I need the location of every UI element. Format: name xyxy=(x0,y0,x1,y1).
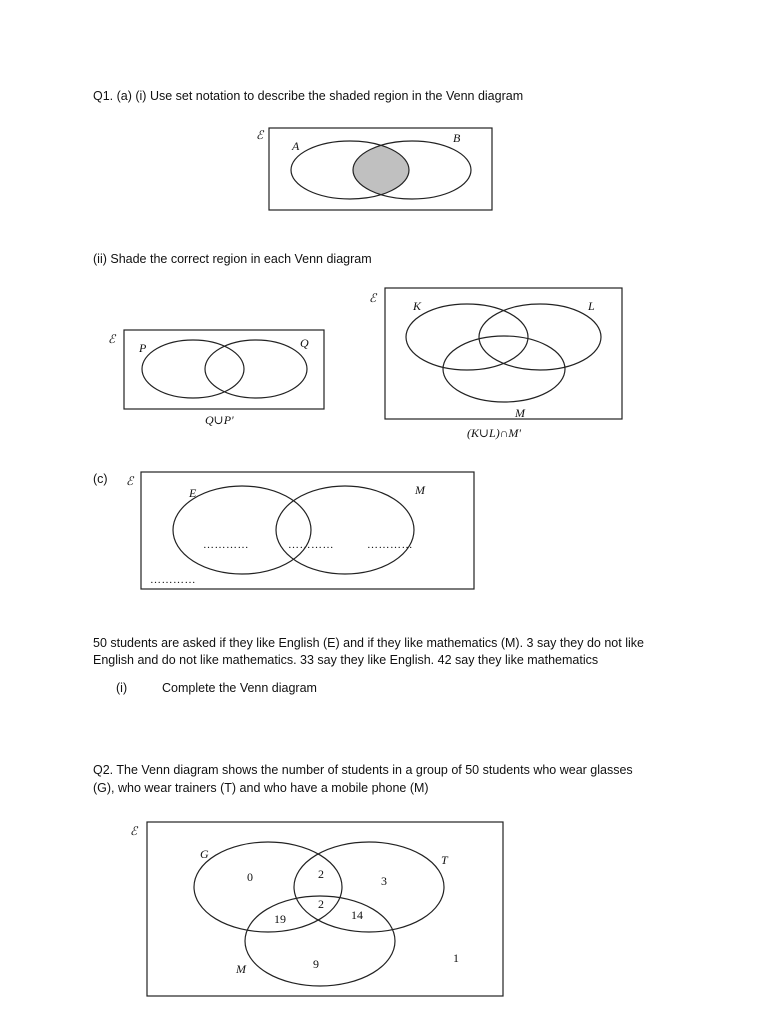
set-m-ellipse xyxy=(276,486,414,574)
set-a-label: A xyxy=(292,139,300,153)
set-q-region[interactable] xyxy=(205,340,307,398)
set-m-label: M xyxy=(415,483,425,497)
q1-intro-line2: English and do not like mathematics. 33 say they like English. 42 say they like mathematics xyxy=(93,653,599,667)
q1-part-ii: (ii) Shade the correct region in each Venn diagram xyxy=(93,252,372,266)
value-g-only: 0 xyxy=(247,870,253,884)
set-m-label: M xyxy=(515,406,525,420)
set-m-label: M xyxy=(236,962,246,976)
value-g-and-m-only: 19 xyxy=(274,912,286,926)
set-p-label: P xyxy=(139,341,147,355)
set-k-region[interactable] xyxy=(406,304,528,370)
value-g-t-m: 2 xyxy=(318,897,324,911)
set-b-label: B xyxy=(453,131,461,145)
q1-sub-i-text: Complete the Venn diagram xyxy=(162,681,317,695)
set-g-ellipse xyxy=(194,842,342,932)
diagram-caption: (K∪L)∩M' xyxy=(467,426,521,440)
q1-heading: Q1. (a) (i) Use set notation to describe the shaded region in the Venn diagram xyxy=(93,89,524,103)
set-p-region[interactable] xyxy=(142,340,244,398)
q1-sub-i-number: (i) xyxy=(116,681,128,695)
value-t-only: 3 xyxy=(381,874,387,888)
set-g-label: G xyxy=(200,847,209,861)
universal-symbol: ℰ xyxy=(369,291,377,305)
set-l-region[interactable] xyxy=(479,304,601,370)
set-k-label: K xyxy=(413,299,422,313)
q1-intro-line1: 50 students are asked if they like English (E) and if they like mathematics (M). 3 say they do not like xyxy=(93,636,644,650)
blank-e-and-m[interactable]: ………… xyxy=(288,539,334,551)
q2-line1: Q2. The Venn diagram shows the number of students in a group of 50 students who wear glasses xyxy=(93,763,633,777)
set-t-ellipse xyxy=(294,842,444,932)
universal-symbol: ℰ xyxy=(108,332,116,346)
value-g-and-t-only: 2 xyxy=(318,867,324,881)
q2-line2: (G), who wear trainers (T) and who have a mobile phone (M) xyxy=(93,781,429,795)
blank-outside[interactable]: ………… xyxy=(150,574,196,586)
universal-symbol: ℰ xyxy=(256,128,264,142)
universal-symbol: ℰ xyxy=(126,474,134,488)
value-t-and-m-only: 14 xyxy=(351,908,363,922)
venn-diagram-p-q xyxy=(124,330,324,409)
blank-e-only[interactable]: ………… xyxy=(203,539,249,551)
blank-m-only[interactable]: ………… xyxy=(367,539,413,551)
set-l-label: L xyxy=(588,299,595,313)
value-outside: 1 xyxy=(453,951,459,965)
set-q-label: Q xyxy=(300,336,309,350)
set-m-region[interactable] xyxy=(443,336,565,402)
value-m-only: 9 xyxy=(313,957,319,971)
diagram-caption: Q∪P' xyxy=(205,413,234,427)
set-e-label: E xyxy=(189,486,197,500)
set-t-label: T xyxy=(441,853,448,867)
universal-set-box xyxy=(124,330,324,409)
q1-part-c-label: (c) xyxy=(93,472,108,486)
universal-symbol: ℰ xyxy=(130,824,138,838)
